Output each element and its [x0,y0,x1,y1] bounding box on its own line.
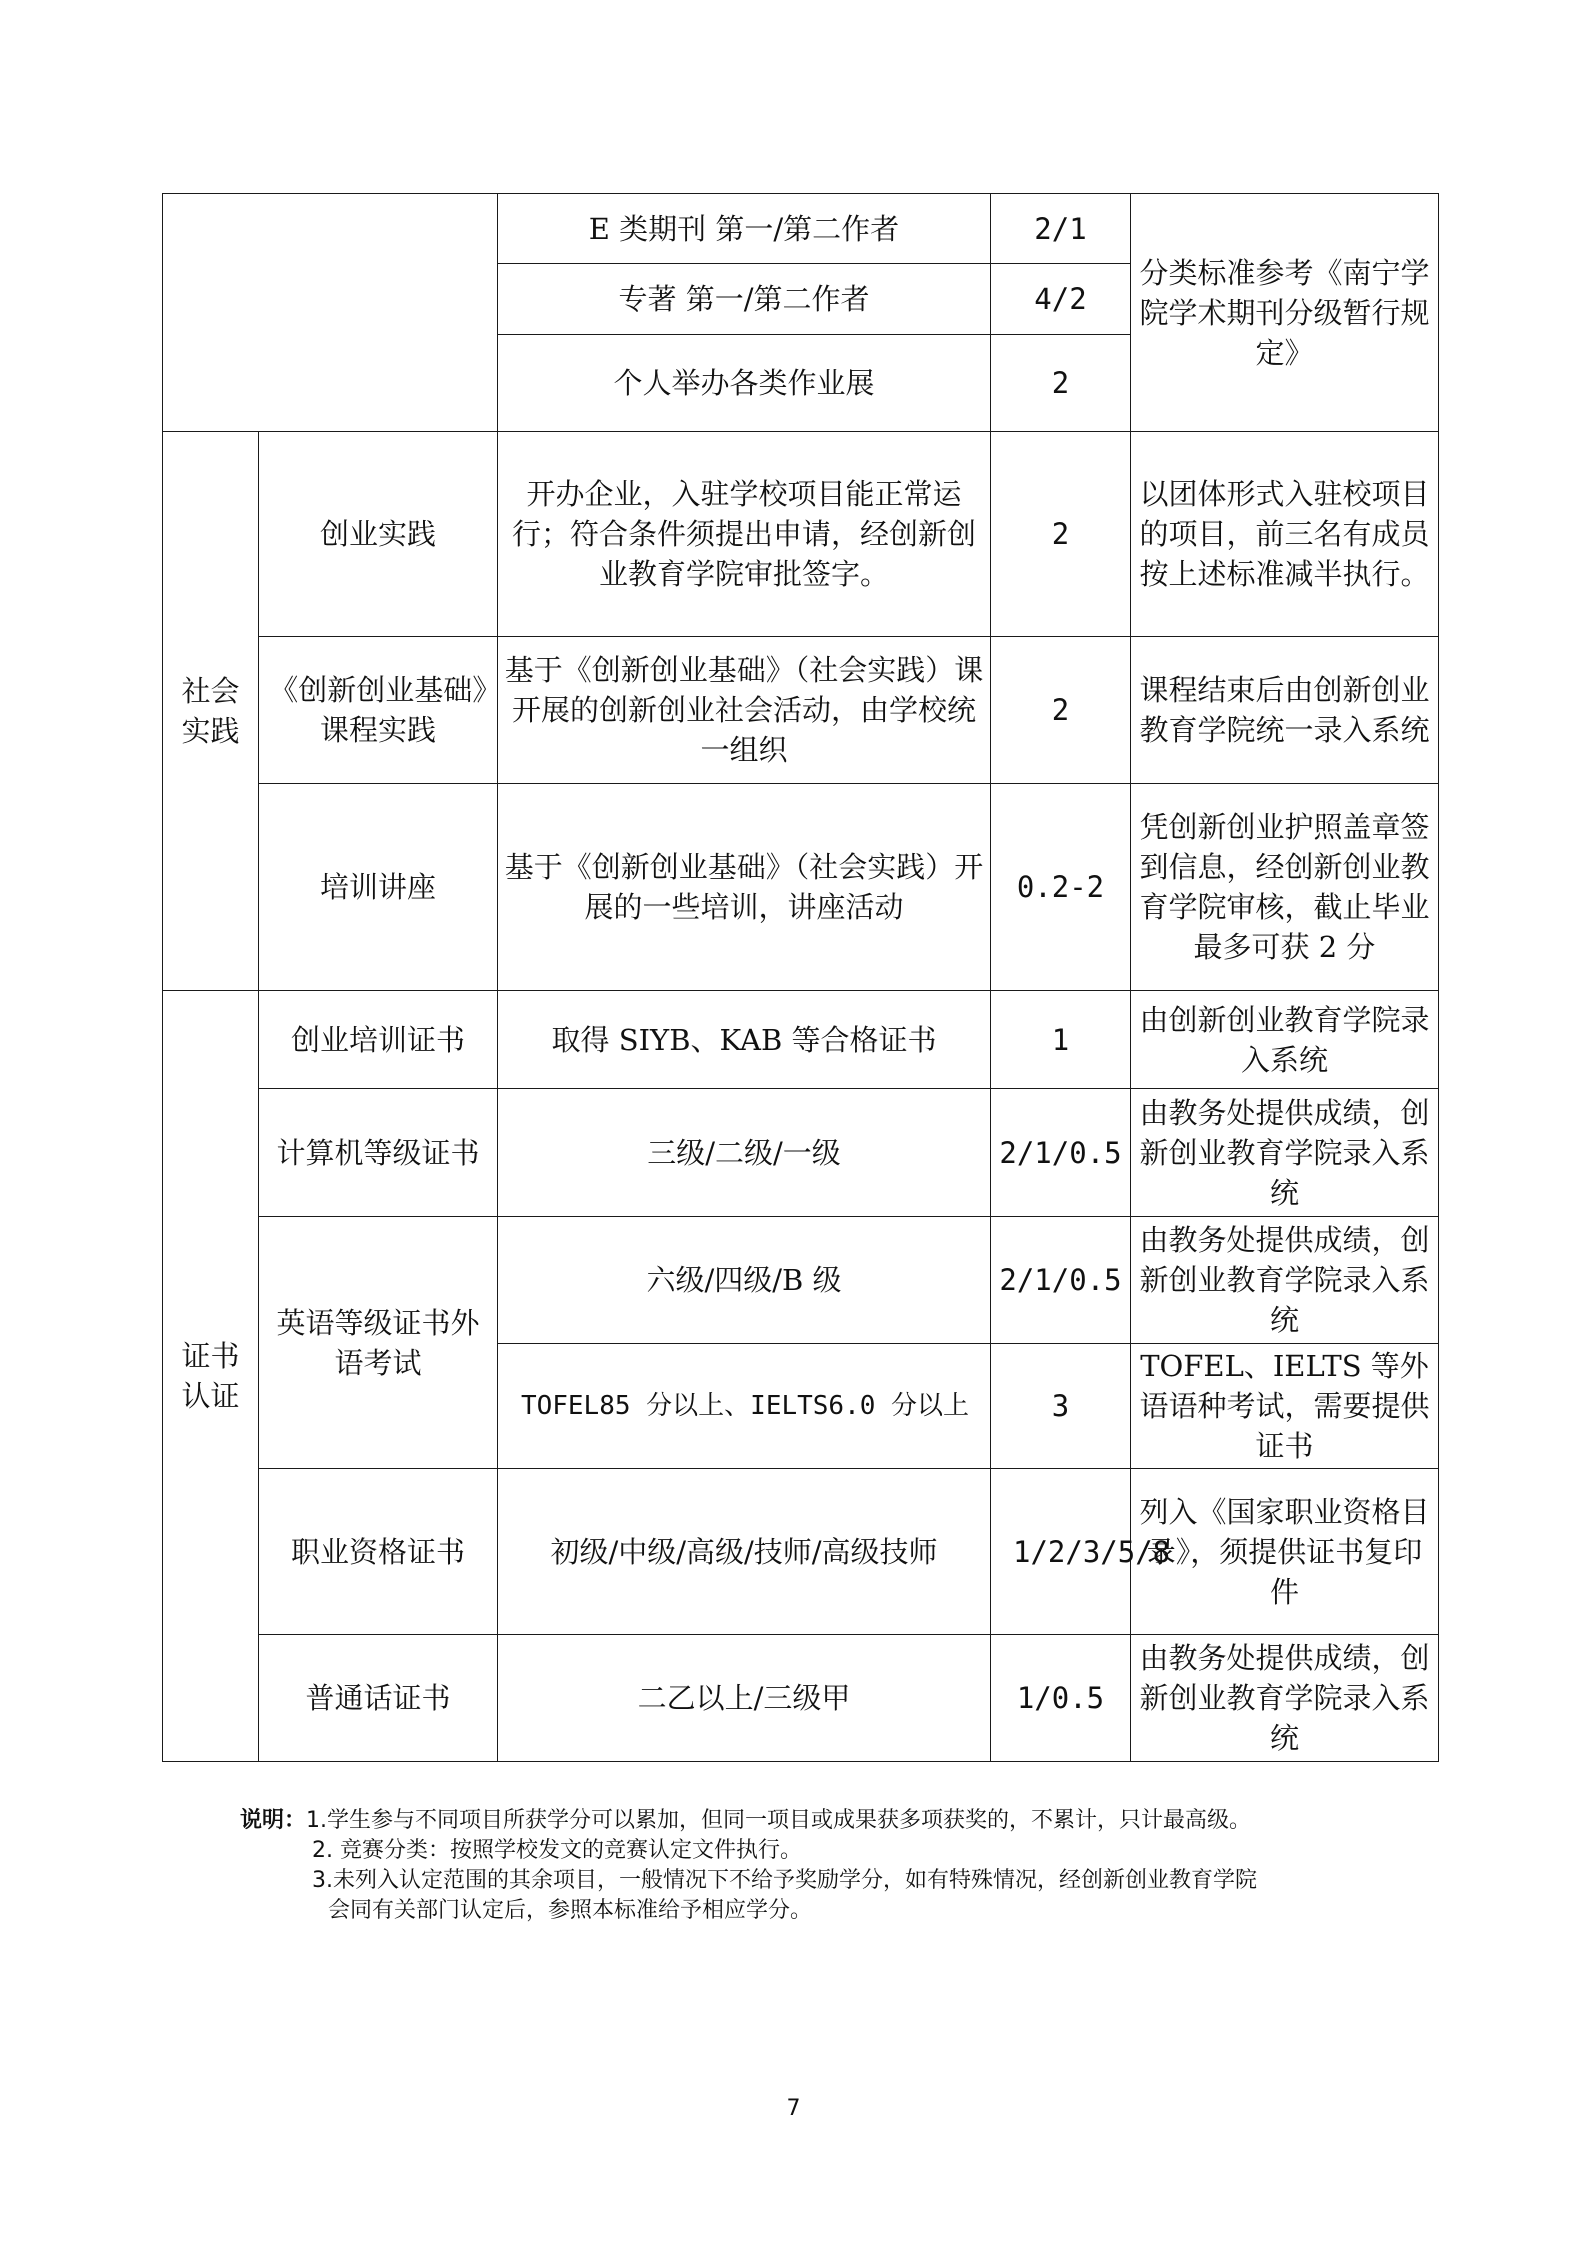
credit-cell: 2/1/0.5 [991,1089,1131,1217]
project-cell: 普通话证书 [259,1635,498,1762]
project-cell: 计算机等级证书 [259,1089,498,1217]
note-cell: 由教务处提供成绩，创新创业教育学院录入系统 [1131,1217,1439,1344]
project-cell: 《创新创业基础》课程实践 [259,637,498,784]
empty-category-cell [163,194,498,432]
table-row [163,991,1439,1089]
requirement-cell: 专著 第一/第二作者 [498,264,991,335]
note-line-4: 会同有关部门认定后，参照本标准给予相应学分。 [328,1898,813,1923]
requirement-cell: 基于《创新创业基础》（社会实践）课开展的创新创业社会活动，由学校统一组织 [498,637,991,784]
note-cell: TOFEL、IELTS 等外语语种考试，需要提供证书 [1131,1344,1439,1469]
page-number: 7 [786,2096,801,2121]
credit-cell: 2 [991,637,1131,784]
credit-cell: 0.2-2 [991,784,1131,991]
credit-cell: 2 [991,335,1131,432]
table-row [163,1217,1439,1344]
requirement-cell: 初级/中级/高级/技师/高级技师 [498,1469,991,1635]
requirement-cell: E 类期刊 第一/第二作者 [498,194,991,264]
requirement-cell: 三级/二级/一级 [498,1089,991,1217]
note-line-3: 3.未列入认定范围的其余项目，一般情况下不给予奖励学分，如有特殊情况，经创新创业教育学院 [312,1868,1257,1893]
note-cell: 由教务处提供成绩，创新创业教育学院录入系统 [1131,1635,1439,1762]
requirement-cell: 取得 SIYB、KAB 等合格证书 [498,991,991,1089]
note-line-2: 2. 竞赛分类：按照学校发文的竞赛认定文件执行。 [312,1838,802,1863]
table-row [163,194,1439,264]
credit-cell: 2/1 [991,194,1131,264]
credit-cell: 1/2/3/5/8 [991,1469,1131,1635]
note-cell: 以团体形式入驻校项目的项目，前三名有成员按上述标准减半执行。 [1131,432,1439,637]
notes-section [240,1806,1257,1926]
credit-cell: 2/1/0.5 [991,1217,1131,1344]
credit-cell: 2 [991,432,1131,637]
requirement-cell: 二乙以上/三级甲 [498,1635,991,1762]
table-row [163,432,1439,637]
table-row [163,1469,1439,1635]
category-cell-social: 社会实践 [163,432,259,991]
note-cell: 课程结束后由创新创业教育学院统一录入系统 [1131,637,1439,784]
credit-cell: 4/2 [991,264,1131,335]
requirement-cell: TOFEL85 分以上、IELTS6.0 分以上 [498,1344,991,1469]
category-cell-cert: 证书认证 [163,991,259,1762]
requirement-cell: 基于《创新创业基础》（社会实践）开展的一些培训，讲座活动 [498,784,991,991]
project-cell: 英语等级证书外语考试 [259,1217,498,1469]
note-cell: 凭创新创业护照盖章签到信息，经创新创业教育学院审核，截止毕业最多可获 2 分 [1131,784,1439,991]
table-row [163,637,1439,784]
table-row [163,1635,1439,1762]
requirement-cell: 六级/四级/B 级 [498,1217,991,1344]
requirement-cell: 开办企业，入驻学校项目能正常运行；符合条件须提出申请，经创新创业教育学院审批签字。 [498,432,991,637]
note-cell: 列入《国家职业资格目录》，须提供证书复印件 [1131,1469,1439,1635]
project-cell: 创业实践 [259,432,498,637]
credit-standard-table [162,193,1439,1762]
note-cell: 分类标准参考《南宁学院学术期刊分级暂行规定》 [1131,194,1439,432]
project-cell: 培训讲座 [259,784,498,991]
project-cell: 创业培训证书 [259,991,498,1089]
notes-label: 说明： [240,1808,307,1833]
note-line-1: 说明：1.学生参与不同项目所获学分可以累加，但同一项目或成果获多项获奖的，不累计，只计最高级。 [240,1808,1252,1833]
note-cell: 由创新创业教育学院录入系统 [1131,991,1439,1089]
requirement-cell: 个人举办各类作业展 [498,335,991,432]
table-row [163,1089,1439,1217]
project-cell: 职业资格证书 [259,1469,498,1635]
credit-cell: 1/0.5 [991,1635,1131,1762]
credit-cell: 3 [991,1344,1131,1469]
table-row [163,784,1439,991]
credit-cell: 1 [991,991,1131,1089]
note-cell: 由教务处提供成绩，创新创业教育学院录入系统 [1131,1089,1439,1217]
